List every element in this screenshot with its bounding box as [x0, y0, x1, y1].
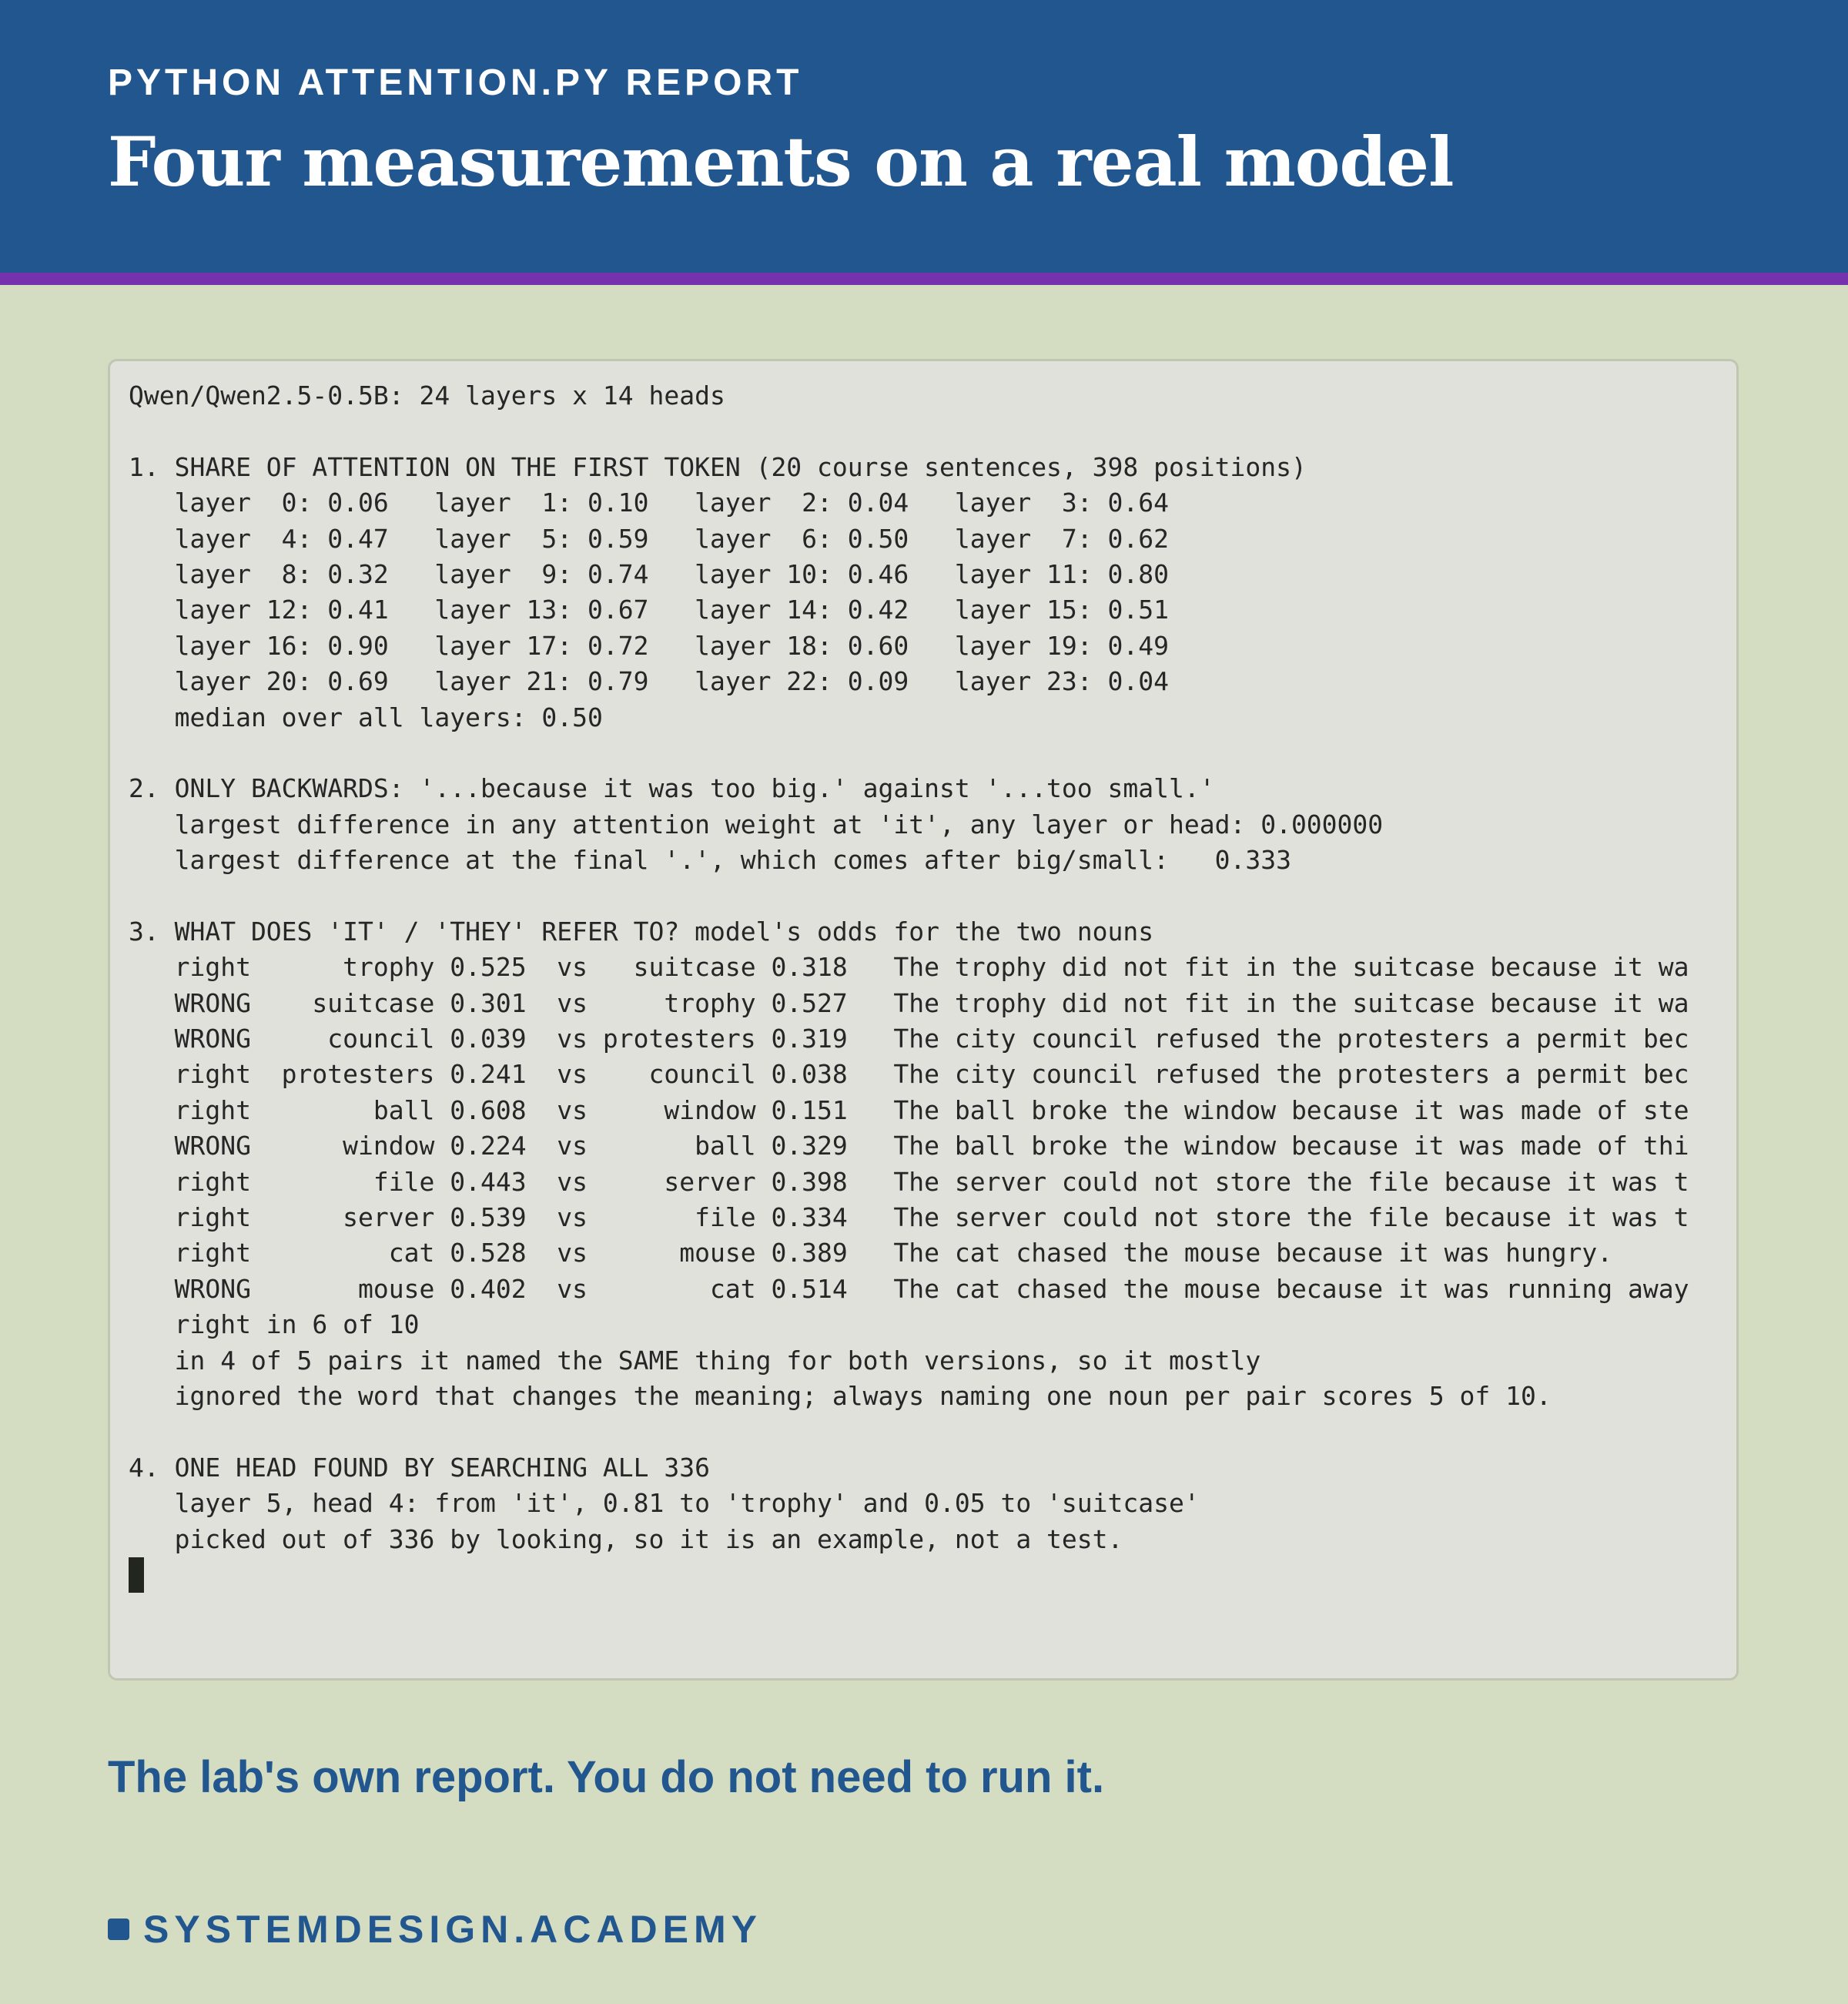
- page-title: Four measurements on a real model: [108, 122, 1454, 202]
- terminal-line: [129, 1414, 1718, 1449]
- terminal-line: layer 12: 0.41 layer 13: 0.67 layer 14: 0.42 layer 15: 0.51: [129, 595, 1170, 625]
- terminal-line: picked out of 336 by looking, so it is an example, not a test.: [129, 1523, 1123, 1554]
- terminal-line: 4. ONE HEAD FOUND BY SEARCHING ALL 336: [129, 1452, 710, 1483]
- terminal-line: right cat 0.528 vs mouse 0.389 The cat chased the mouse because it was hungry.: [129, 1238, 1613, 1268]
- header-band: [0, 0, 1848, 273]
- terminal-line: WRONG council 0.039 vs protesters 0.319 The city council refused the protesters a permit bec: [129, 1024, 1689, 1054]
- terminal-line: WRONG suitcase 0.301 vs trophy 0.527 The trophy did not fit in the suitcase because it wa: [129, 987, 1689, 1018]
- terminal-line: WRONG window 0.224 vs ball 0.329 The ball broke the window because it was made of thi: [129, 1131, 1689, 1161]
- terminal-line: 3. WHAT DOES 'IT' / 'THEY' REFER TO? model's odds for the two nouns: [129, 916, 1154, 947]
- terminal-line: layer 4: 0.47 layer 5: 0.59 layer 6: 0.50 layer 7: 0.62: [129, 523, 1170, 554]
- terminal-line: right in 6 of 10: [129, 1309, 420, 1340]
- terminal-line: 2. ONLY BACKWARDS: '...because it was too big.' against '...too small.': [129, 773, 1215, 804]
- terminal-line: [129, 736, 1718, 771]
- terminal-lines: [129, 378, 1718, 1593]
- terminal-line: right server 0.539 vs file 0.334 The server could not store the file because it was t: [129, 1201, 1689, 1232]
- terminal-line: layer 0: 0.06 layer 1: 0.10 layer 2: 0.04 layer 3: 0.64: [129, 488, 1170, 518]
- terminal-line: ignored the word that changes the meaning; always naming one noun per pair scores 5 of 10.: [129, 1380, 1552, 1411]
- terminal-line: largest difference at the final '.', which comes after big/small: 0.333: [129, 845, 1291, 876]
- terminal-line: largest difference in any attention weight at 'it', any layer or head: 0.000000: [129, 809, 1384, 839]
- terminal-line: median over all layers: 0.50: [129, 702, 603, 732]
- terminal-line: layer 16: 0.90 layer 17: 0.72 layer 18: 0.60 layer 19: 0.49: [129, 630, 1170, 661]
- terminal-prompt-line: [129, 1557, 1718, 1593]
- footer-brand: [108, 1907, 762, 1952]
- terminal-line: 1. SHARE OF ATTENTION ON THE FIRST TOKEN (20 course sentences, 398 positions): [129, 451, 1307, 482]
- terminal-line: layer 20: 0.69 layer 21: 0.79 layer 22: 0.09 layer 23: 0.04: [129, 666, 1170, 697]
- terminal-cursor: [129, 1557, 144, 1593]
- brand-name: SYSTEMDESIGN.ACADEMY: [143, 1908, 762, 1951]
- terminal-line: in 4 of 5 pairs it named the SAME thing for both versions, so it mostly: [129, 1345, 1261, 1376]
- terminal-line: Qwen/Qwen2.5-0.5B: 24 layers x 14 heads: [129, 380, 725, 411]
- terminal-line: right ball 0.608 vs window 0.151 The ball broke the window because it was made of ste: [129, 1094, 1689, 1125]
- terminal-line: layer 8: 0.32 layer 9: 0.74 layer 10: 0.46 layer 11: 0.80: [129, 558, 1170, 589]
- accent-stripe: [0, 273, 1848, 285]
- terminal-output: [108, 359, 1739, 1681]
- terminal-line: [129, 414, 1718, 449]
- terminal-line: right file 0.443 vs server 0.398 The server could not store the file because it was t: [129, 1166, 1689, 1197]
- terminal-line: right trophy 0.525 vs suitcase 0.318 The trophy did not fit in the suitcase because it wa: [129, 952, 1689, 983]
- terminal-line: right protesters 0.241 vs council 0.038 The city council refused the protesters a permit bec: [129, 1059, 1689, 1090]
- report-eyebrow: PYTHON ATTENTION.PY REPORT: [108, 62, 803, 103]
- terminal-line: WRONG mouse 0.402 vs cat 0.514 The cat chased the mouse because it was running away: [129, 1273, 1689, 1304]
- terminal-line: layer 5, head 4: from 'it', 0.81 to 'trophy' and 0.05 to 'suitcase': [129, 1488, 1200, 1519]
- caption: The lab's own report. You do not need to run it.: [108, 1752, 1105, 1802]
- brand-square-icon: [108, 1919, 129, 1940]
- terminal-line: [129, 878, 1718, 913]
